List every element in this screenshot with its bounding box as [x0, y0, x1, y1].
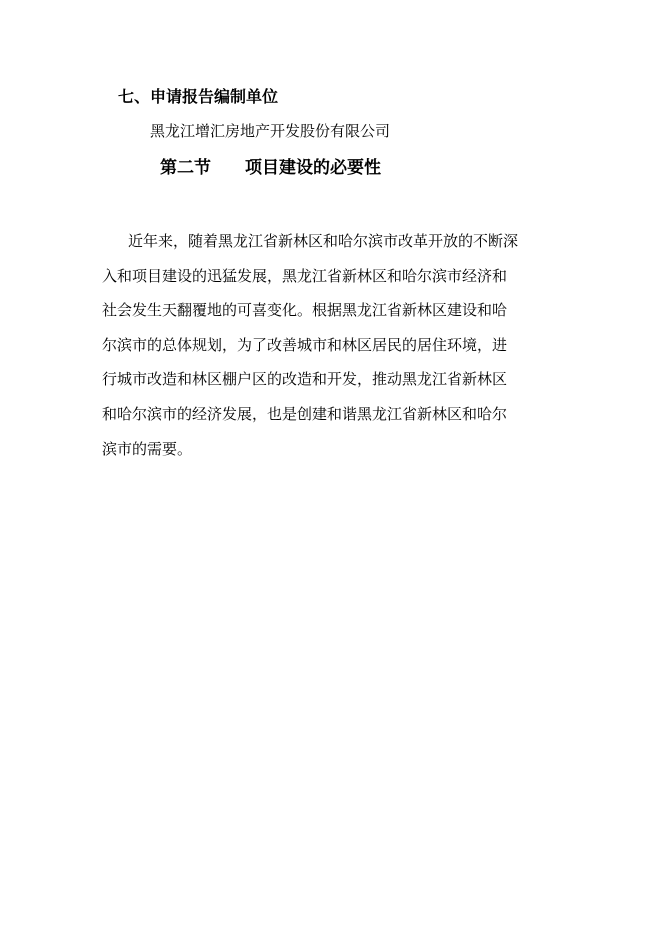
company-name: 黑龙江增汇房地产开发股份有限公司: [150, 122, 391, 140]
paragraph-line: 行城市改造和林区棚户区的改造和开发，推动黑龙江省新林区: [102, 370, 508, 389]
section-title: [160, 156, 381, 180]
paragraph-line: 和哈尔滨市的经济发展，也是创建和谐黑龙江省新林区和哈尔: [102, 404, 508, 423]
body-paragraph: [102, 224, 572, 466]
paragraph-line: 滨市的需要。: [102, 439, 193, 458]
paragraph-line: 尔滨市的总体规划，为了改善城市和林区居民的居住环境，进: [102, 335, 508, 354]
paragraph-line: 社会发生天翻覆地的可喜变化。根据黑龙江省新林区建设和哈: [102, 301, 508, 320]
subsection-heading: 七、申请报告编制单位: [118, 87, 279, 106]
section-title-text: 项目建设的必要性: [245, 158, 381, 178]
section-number: 第二节: [160, 158, 211, 178]
paragraph-line: 近年来，随着黑龙江省新林区和哈尔滨市改革开放的不断深: [128, 232, 519, 250]
paragraph-line: 入和项目建设的迅猛发展，黑龙江省新林区和哈尔滨市经济和: [102, 266, 508, 285]
